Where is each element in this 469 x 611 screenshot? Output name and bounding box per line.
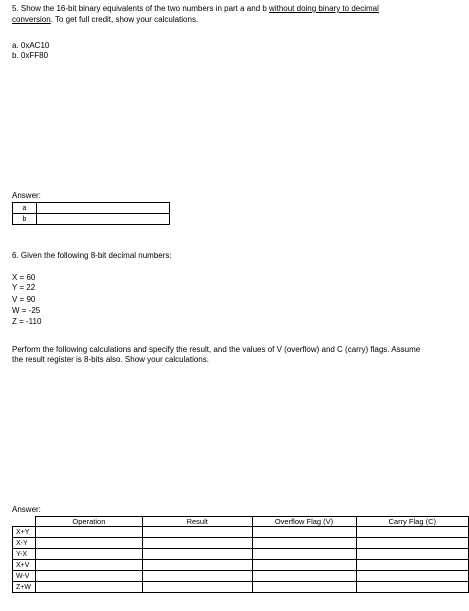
operation-cell[interactable] — [35, 549, 142, 560]
operation-cell[interactable] — [35, 582, 142, 593]
q6-var-w: W = -25 — [12, 306, 41, 315]
op-label: X-Y — [13, 538, 36, 549]
q5-answer-table — [12, 202, 170, 225]
q6-answer-table — [12, 516, 469, 593]
op-label: X+Y — [13, 527, 36, 538]
result-cell[interactable] — [142, 538, 252, 549]
operation-cell[interactable] — [35, 538, 142, 549]
header-result: Result — [142, 517, 252, 527]
header-overflow: Overflow Flag (V) — [252, 517, 356, 527]
q6-var-z: Z = -110 — [12, 317, 42, 326]
q6-instructions-1: Perform the following calculations and specify the result, and the values of V (overflow) and C (carry) flags. Assume — [12, 345, 421, 354]
result-cell[interactable] — [142, 582, 252, 593]
q6-var-x: X = 60 — [12, 273, 36, 282]
result-cell[interactable] — [142, 527, 252, 538]
header-blank — [13, 517, 36, 527]
q6-title: 6. Given the following 8-bit decimal numbers: — [12, 251, 172, 260]
table-row — [13, 571, 469, 582]
table-row — [13, 214, 170, 225]
op-label: Y-X — [13, 549, 36, 560]
overflow-cell[interactable] — [252, 560, 356, 571]
q6-answer-label: Answer: — [12, 505, 41, 514]
table-row — [13, 560, 469, 571]
q5-text: 5. Show the 16-bit binary equivalents of the two numbers in part a and b — [12, 4, 270, 13]
q5-underlined-text-2: conversion — [12, 15, 51, 24]
table-row — [13, 527, 469, 538]
q5-part-a: a. 0xAC10 — [12, 41, 50, 50]
operation-cell[interactable] — [35, 527, 142, 538]
carry-cell[interactable] — [356, 571, 469, 582]
carry-cell[interactable] — [356, 538, 469, 549]
op-label: W-V — [13, 571, 36, 582]
q5-underlined-text: without doing binary to decimal — [269, 4, 379, 13]
result-cell[interactable] — [142, 571, 252, 582]
answer-cell-b[interactable] — [37, 214, 170, 225]
result-cell[interactable] — [142, 549, 252, 560]
q6-var-v: V = 90 — [12, 295, 36, 304]
overflow-cell[interactable] — [252, 527, 356, 538]
operation-cell[interactable] — [35, 571, 142, 582]
q5-text-2: . To get full credit, show your calculations. — [50, 15, 199, 24]
row-label: a — [13, 203, 37, 214]
q6-instructions-2: the result register is 8-bits also. Show your calculations. — [12, 355, 209, 364]
carry-cell[interactable] — [356, 527, 469, 538]
carry-cell[interactable] — [356, 560, 469, 571]
q6-var-y: Y = 22 — [12, 283, 36, 292]
row-label: b — [13, 214, 37, 225]
overflow-cell[interactable] — [252, 582, 356, 593]
op-label: Z+W — [13, 582, 36, 593]
overflow-cell[interactable] — [252, 538, 356, 549]
header-carry: Carry Flag (C) — [356, 517, 469, 527]
overflow-cell[interactable] — [252, 549, 356, 560]
q5-line1 — [12, 4, 379, 14]
table-row — [13, 538, 469, 549]
q5-answer-label: Answer: — [12, 191, 41, 200]
carry-cell[interactable] — [356, 549, 469, 560]
carry-cell[interactable] — [356, 582, 469, 593]
op-label: X+V — [13, 560, 36, 571]
q5-line2 — [12, 15, 198, 25]
header-operation: Operation — [35, 517, 142, 527]
result-cell[interactable] — [142, 560, 252, 571]
table-row — [13, 203, 170, 214]
answer-cell-a[interactable] — [37, 203, 170, 214]
q5-part-b: b. 0xFF80 — [12, 51, 49, 60]
overflow-cell[interactable] — [252, 571, 356, 582]
table-row — [13, 582, 469, 593]
table-header-row — [13, 517, 469, 527]
table-row — [13, 549, 469, 560]
operation-cell[interactable] — [35, 560, 142, 571]
